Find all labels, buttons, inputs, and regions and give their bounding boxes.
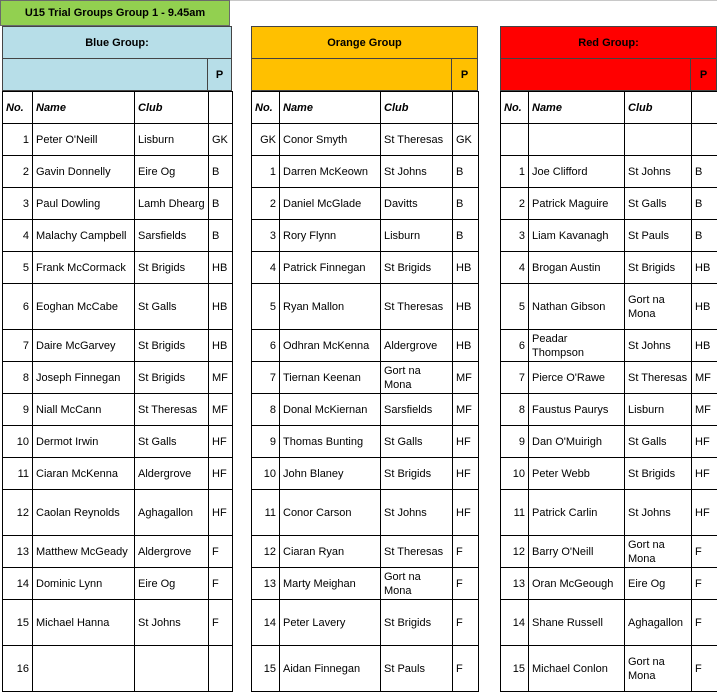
player-name-cell[interactable]: Paul Dowling xyxy=(33,188,135,220)
club-cell[interactable]: St Johns xyxy=(625,330,692,362)
position-cell[interactable]: B xyxy=(209,156,233,188)
player-name-cell[interactable]: Patrick Maguire xyxy=(529,188,625,220)
player-name-cell[interactable]: Michael Hanna xyxy=(33,600,135,646)
player-name-cell[interactable]: Conor Carson xyxy=(280,490,381,536)
player-number-cell[interactable]: 1 xyxy=(501,156,529,188)
club-cell[interactable]: St Brigids xyxy=(381,600,453,646)
club-header[interactable]: Club xyxy=(625,92,692,124)
red-roster-table xyxy=(500,91,717,692)
position-cell[interactable]: HF xyxy=(453,426,479,458)
player-number-cell[interactable] xyxy=(501,124,529,156)
club-cell[interactable]: Eire Og xyxy=(135,568,209,600)
table-row xyxy=(501,646,717,692)
player-number-cell[interactable]: 9 xyxy=(252,426,280,458)
player-number-cell[interactable]: 10 xyxy=(252,458,280,490)
table-row xyxy=(501,188,717,220)
position-cell[interactable]: F xyxy=(209,568,233,600)
player-number-cell[interactable]: 14 xyxy=(252,600,280,646)
player-number-cell[interactable]: 11 xyxy=(501,490,529,536)
player-number-cell[interactable]: 9 xyxy=(501,426,529,458)
position-cell[interactable]: MF xyxy=(453,394,479,426)
player-number-cell[interactable]: 7 xyxy=(3,330,33,362)
player-name-cell[interactable]: Aidan Finnegan xyxy=(280,646,381,692)
position-cell[interactable]: GK xyxy=(209,124,233,156)
player-number-cell[interactable]: 11 xyxy=(3,458,33,490)
player-number-cell[interactable]: 5 xyxy=(3,252,33,284)
table-row xyxy=(252,220,479,252)
table-row xyxy=(3,426,233,458)
club-cell[interactable]: Aldergrove xyxy=(381,330,453,362)
club-cell[interactable]: St Theresas xyxy=(135,394,209,426)
table-row xyxy=(3,394,233,426)
position-cell[interactable]: B xyxy=(692,220,717,252)
player-number-cell[interactable]: 16 xyxy=(3,646,33,692)
table-row xyxy=(252,362,479,394)
position-cell[interactable]: HF xyxy=(209,490,233,536)
player-name-cell[interactable]: Frank McCormack xyxy=(33,252,135,284)
table-row xyxy=(3,490,233,536)
player-name-cell[interactable]: Dan O'Muirigh xyxy=(529,426,625,458)
header-row xyxy=(3,92,233,124)
club-header[interactable]: Club xyxy=(135,92,209,124)
position-cell[interactable]: F xyxy=(692,646,717,692)
club-cell[interactable]: St Johns xyxy=(381,490,453,536)
position-cell[interactable]: MF xyxy=(692,362,717,394)
player-name-cell[interactable]: Dominic Lynn xyxy=(33,568,135,600)
position-cell[interactable]: HB xyxy=(453,330,479,362)
table-row xyxy=(252,156,479,188)
player-number-cell[interactable]: 2 xyxy=(3,156,33,188)
table-row xyxy=(501,458,717,490)
club-cell[interactable]: Sarsfields xyxy=(381,394,453,426)
orange-roster-table xyxy=(251,91,479,692)
position-cell[interactable]: F xyxy=(692,536,717,568)
player-name-cell[interactable]: Patrick Carlin xyxy=(529,490,625,536)
position-cell[interactable]: HB xyxy=(453,284,479,330)
table-row xyxy=(3,536,233,568)
table-row xyxy=(252,252,479,284)
position-cell[interactable]: MF xyxy=(453,362,479,394)
player-number-cell[interactable]: 3 xyxy=(252,220,280,252)
club-cell[interactable]: Gort na Mona xyxy=(625,536,692,568)
player-name-cell[interactable]: Darren McKeown xyxy=(280,156,381,188)
position-cell[interactable] xyxy=(692,124,717,156)
table-row xyxy=(252,330,479,362)
table-row xyxy=(252,536,479,568)
position-cell[interactable]: HF xyxy=(692,426,717,458)
club-cell[interactable]: Aghagallon xyxy=(135,490,209,536)
table-row xyxy=(3,284,233,330)
club-cell[interactable]: St Galls xyxy=(135,284,209,330)
position-cell[interactable]: F xyxy=(453,568,479,600)
table-row xyxy=(252,394,479,426)
club-cell[interactable]: Eire Og xyxy=(625,568,692,600)
club-cell[interactable]: Davitts xyxy=(381,188,453,220)
table-row xyxy=(501,330,717,362)
position-cell[interactable]: F xyxy=(209,600,233,646)
player-number-cell[interactable]: 14 xyxy=(501,600,529,646)
table-row xyxy=(501,284,717,330)
player-name-cell[interactable]: Michael Conlon xyxy=(529,646,625,692)
no-header[interactable]: No. xyxy=(252,92,280,124)
player-number-cell[interactable]: 10 xyxy=(501,458,529,490)
red-group-title[interactable]: Red Group: xyxy=(500,26,717,59)
club-cell[interactable]: St Brigids xyxy=(381,252,453,284)
position-cell[interactable]: GK xyxy=(453,124,479,156)
red-group-band[interactable] xyxy=(500,59,717,91)
player-name-cell[interactable]: Eoghan McCabe xyxy=(33,284,135,330)
table-row xyxy=(501,568,717,600)
table-row xyxy=(3,458,233,490)
table-row xyxy=(3,330,233,362)
player-number-cell[interactable]: 4 xyxy=(501,252,529,284)
club-cell[interactable]: Lamh Dhearg xyxy=(135,188,209,220)
player-name-cell[interactable]: John Blaney xyxy=(280,458,381,490)
player-name-cell[interactable]: Peter Webb xyxy=(529,458,625,490)
club-cell[interactable]: Lisburn xyxy=(135,124,209,156)
position-cell[interactable]: B xyxy=(453,220,479,252)
name-header[interactable]: Name xyxy=(280,92,381,124)
position-cell[interactable]: B xyxy=(692,188,717,220)
position-cell[interactable]: HB xyxy=(209,330,233,362)
player-number-cell[interactable]: 12 xyxy=(501,536,529,568)
header-row xyxy=(501,92,717,124)
player-number-cell[interactable]: 4 xyxy=(252,252,280,284)
club-cell[interactable]: St Brigids xyxy=(135,330,209,362)
player-number-cell[interactable]: 15 xyxy=(252,646,280,692)
orange-p-header[interactable]: P xyxy=(451,59,477,90)
player-name-cell[interactable] xyxy=(529,124,625,156)
blue-group-title[interactable]: Blue Group: xyxy=(2,26,232,59)
club-cell[interactable]: St Johns xyxy=(381,156,453,188)
table-row xyxy=(3,600,233,646)
player-name-cell[interactable]: Malachy Campbell xyxy=(33,220,135,252)
player-name-cell[interactable]: Oran McGeough xyxy=(529,568,625,600)
player-name-cell[interactable]: Dermot Irwin xyxy=(33,426,135,458)
header-row xyxy=(252,92,479,124)
name-header[interactable]: Name xyxy=(529,92,625,124)
position-cell[interactable]: F xyxy=(692,568,717,600)
position-cell[interactable]: HB xyxy=(692,330,717,362)
player-number-cell[interactable]: 15 xyxy=(3,600,33,646)
player-number-cell[interactable]: 1 xyxy=(3,124,33,156)
club-cell[interactable]: St Brigids xyxy=(135,252,209,284)
club-cell[interactable]: Aldergrove xyxy=(135,458,209,490)
player-name-cell[interactable]: Shane Russell xyxy=(529,600,625,646)
table-row xyxy=(501,220,717,252)
club-cell[interactable]: Gort na Mona xyxy=(625,646,692,692)
club-cell[interactable] xyxy=(625,124,692,156)
table-row xyxy=(501,252,717,284)
blue-group-band[interactable] xyxy=(2,59,232,91)
name-header[interactable]: Name xyxy=(33,92,135,124)
player-name-cell[interactable]: Daire McGarvey xyxy=(33,330,135,362)
club-cell[interactable]: St Brigids xyxy=(625,252,692,284)
player-number-cell[interactable]: 7 xyxy=(252,362,280,394)
position-cell[interactable]: F xyxy=(453,536,479,568)
club-cell[interactable]: Aghagallon xyxy=(625,600,692,646)
player-name-cell[interactable]: Peadar Thompson xyxy=(529,330,625,362)
position-cell[interactable]: HB xyxy=(692,284,717,330)
player-name-cell[interactable]: Daniel McGlade xyxy=(280,188,381,220)
club-cell[interactable] xyxy=(135,646,209,692)
position-cell[interactable]: F xyxy=(453,646,479,692)
club-cell[interactable]: Gort na Mona xyxy=(381,568,453,600)
player-number-cell[interactable]: 6 xyxy=(3,284,33,330)
position-cell[interactable]: MF xyxy=(692,394,717,426)
player-name-cell[interactable]: Odhran McKenna xyxy=(280,330,381,362)
blue-p-header[interactable]: P xyxy=(207,59,231,90)
player-name-cell[interactable]: Donal McKiernan xyxy=(280,394,381,426)
player-name-cell[interactable]: Rory Flynn xyxy=(280,220,381,252)
table-row xyxy=(252,490,479,536)
position-cell[interactable]: F xyxy=(453,600,479,646)
table-row xyxy=(3,156,233,188)
club-header[interactable]: Club xyxy=(381,92,453,124)
orange-group-title[interactable]: Orange Group xyxy=(251,26,478,59)
player-name-cell[interactable]: Caolan Reynolds xyxy=(33,490,135,536)
no-header[interactable]: No. xyxy=(501,92,529,124)
player-number-cell[interactable]: 4 xyxy=(3,220,33,252)
p-blank-header[interactable] xyxy=(209,92,233,124)
table-row xyxy=(252,600,479,646)
club-cell[interactable]: St Johns xyxy=(135,600,209,646)
table-row xyxy=(3,362,233,394)
position-cell[interactable]: MF xyxy=(209,394,233,426)
club-cell[interactable]: St Brigids xyxy=(381,458,453,490)
table-row xyxy=(501,490,717,536)
top-gridline xyxy=(230,0,717,1)
player-name-cell[interactable]: Nathan Gibson xyxy=(529,284,625,330)
position-cell[interactable]: B xyxy=(453,156,479,188)
player-name-cell[interactable]: Peter Lavery xyxy=(280,600,381,646)
club-cell[interactable]: St Galls xyxy=(625,188,692,220)
player-number-cell[interactable]: 13 xyxy=(3,536,33,568)
player-name-cell[interactable]: Thomas Bunting xyxy=(280,426,381,458)
club-cell[interactable]: St Galls xyxy=(625,426,692,458)
club-cell[interactable]: Sarsfields xyxy=(135,220,209,252)
table-row xyxy=(3,646,233,692)
club-cell[interactable]: St Brigids xyxy=(625,458,692,490)
player-name-cell[interactable]: Liam Kavanagh xyxy=(529,220,625,252)
club-cell[interactable]: St Pauls xyxy=(381,646,453,692)
club-cell[interactable]: St Pauls xyxy=(625,220,692,252)
position-cell[interactable]: HF xyxy=(692,490,717,536)
player-number-cell[interactable]: 8 xyxy=(501,394,529,426)
position-cell[interactable]: HB xyxy=(209,284,233,330)
club-cell[interactable]: St Brigids xyxy=(135,362,209,394)
club-cell[interactable]: St Galls xyxy=(135,426,209,458)
player-name-cell[interactable]: Patrick Finnegan xyxy=(280,252,381,284)
table-row xyxy=(501,156,717,188)
player-name-cell[interactable] xyxy=(33,646,135,692)
table-row xyxy=(3,124,233,156)
player-number-cell[interactable]: 12 xyxy=(252,536,280,568)
table-row xyxy=(501,394,717,426)
player-number-cell[interactable]: 1 xyxy=(252,156,280,188)
player-name-cell[interactable]: Niall McCann xyxy=(33,394,135,426)
table-row xyxy=(3,220,233,252)
player-number-cell[interactable]: 10 xyxy=(3,426,33,458)
sheet-title[interactable]: U15 Trial Groups Group 1 - 9.45am xyxy=(0,0,230,26)
orange-group-band[interactable] xyxy=(251,59,478,91)
player-name-cell[interactable]: Faustus Paurys xyxy=(529,394,625,426)
player-number-cell[interactable]: 7 xyxy=(501,362,529,394)
table-row xyxy=(501,124,717,156)
position-cell[interactable]: HB xyxy=(453,252,479,284)
table-row xyxy=(3,568,233,600)
table-row xyxy=(252,568,479,600)
player-number-cell[interactable]: 2 xyxy=(501,188,529,220)
table-row xyxy=(252,124,479,156)
table-row xyxy=(501,536,717,568)
player-number-cell[interactable]: 13 xyxy=(501,568,529,600)
p-blank-header[interactable] xyxy=(453,92,479,124)
player-name-cell[interactable]: Conor Smyth xyxy=(280,124,381,156)
position-cell[interactable]: HB xyxy=(209,252,233,284)
blue-roster-table xyxy=(2,91,233,692)
club-cell[interactable]: St Theresas xyxy=(381,284,453,330)
club-cell[interactable]: St Theresas xyxy=(381,124,453,156)
position-cell[interactable]: B xyxy=(209,188,233,220)
club-cell[interactable]: Gort na Mona xyxy=(625,284,692,330)
player-number-cell[interactable]: 6 xyxy=(501,330,529,362)
player-number-cell[interactable]: 8 xyxy=(3,362,33,394)
position-cell[interactable]: B xyxy=(692,156,717,188)
position-cell[interactable]: F xyxy=(209,536,233,568)
player-number-cell[interactable]: 9 xyxy=(3,394,33,426)
club-cell[interactable]: Aldergrove xyxy=(135,536,209,568)
player-name-cell[interactable]: Peter O'Neill xyxy=(33,124,135,156)
table-row xyxy=(252,284,479,330)
player-name-cell[interactable]: Brogan Austin xyxy=(529,252,625,284)
player-number-cell[interactable]: 5 xyxy=(252,284,280,330)
player-name-cell[interactable]: Barry O'Neill xyxy=(529,536,625,568)
player-name-cell[interactable]: Ciaran McKenna xyxy=(33,458,135,490)
club-cell[interactable]: St Johns xyxy=(625,156,692,188)
table-row xyxy=(3,188,233,220)
player-name-cell[interactable]: Joseph Finnegan xyxy=(33,362,135,394)
club-cell[interactable]: Eire Og xyxy=(135,156,209,188)
p-blank-header[interactable] xyxy=(692,92,717,124)
player-number-cell[interactable]: 11 xyxy=(252,490,280,536)
player-name-cell[interactable]: Tiernan Keenan xyxy=(280,362,381,394)
position-cell[interactable]: HF xyxy=(209,458,233,490)
player-name-cell[interactable]: Gavin Donnelly xyxy=(33,156,135,188)
player-number-cell[interactable]: GK xyxy=(252,124,280,156)
player-name-cell[interactable]: Ryan Mallon xyxy=(280,284,381,330)
table-row xyxy=(252,426,479,458)
player-number-cell[interactable]: 14 xyxy=(3,568,33,600)
player-number-cell[interactable]: 12 xyxy=(3,490,33,536)
club-cell[interactable]: St Theresas xyxy=(625,362,692,394)
player-number-cell[interactable]: 5 xyxy=(501,284,529,330)
player-name-cell[interactable]: Pierce O'Rawe xyxy=(529,362,625,394)
position-cell[interactable]: B xyxy=(453,188,479,220)
position-cell[interactable] xyxy=(209,646,233,692)
club-cell[interactable]: St Theresas xyxy=(381,536,453,568)
table-row xyxy=(252,458,479,490)
club-cell[interactable]: Gort na Mona xyxy=(381,362,453,394)
player-name-cell[interactable]: Ciaran Ryan xyxy=(280,536,381,568)
position-cell[interactable]: HF xyxy=(453,490,479,536)
position-cell[interactable]: HB xyxy=(692,252,717,284)
red-p-header[interactable]: P xyxy=(690,59,716,90)
position-cell[interactable]: F xyxy=(692,600,717,646)
club-cell[interactable]: Lisburn xyxy=(381,220,453,252)
position-cell[interactable]: HF xyxy=(692,458,717,490)
table-row xyxy=(501,600,717,646)
player-name-cell[interactable]: Matthew McGeady xyxy=(33,536,135,568)
table-row xyxy=(3,252,233,284)
club-cell[interactable]: St Johns xyxy=(625,490,692,536)
club-cell[interactable]: St Galls xyxy=(381,426,453,458)
no-header[interactable]: No. xyxy=(3,92,33,124)
player-number-cell[interactable]: 3 xyxy=(501,220,529,252)
table-row xyxy=(501,426,717,458)
table-row xyxy=(501,362,717,394)
player-number-cell[interactable]: 6 xyxy=(252,330,280,362)
position-cell[interactable]: HF xyxy=(209,426,233,458)
table-row xyxy=(252,188,479,220)
position-cell[interactable]: B xyxy=(209,220,233,252)
player-number-cell[interactable]: 13 xyxy=(252,568,280,600)
player-name-cell[interactable]: Marty Meighan xyxy=(280,568,381,600)
player-number-cell[interactable]: 15 xyxy=(501,646,529,692)
table-row xyxy=(252,646,479,692)
player-number-cell[interactable]: 2 xyxy=(252,188,280,220)
position-cell[interactable]: HF xyxy=(453,458,479,490)
player-name-cell[interactable]: Joe Clifford xyxy=(529,156,625,188)
player-number-cell[interactable]: 8 xyxy=(252,394,280,426)
club-cell[interactable]: Lisburn xyxy=(625,394,692,426)
position-cell[interactable]: MF xyxy=(209,362,233,394)
player-number-cell[interactable]: 3 xyxy=(3,188,33,220)
